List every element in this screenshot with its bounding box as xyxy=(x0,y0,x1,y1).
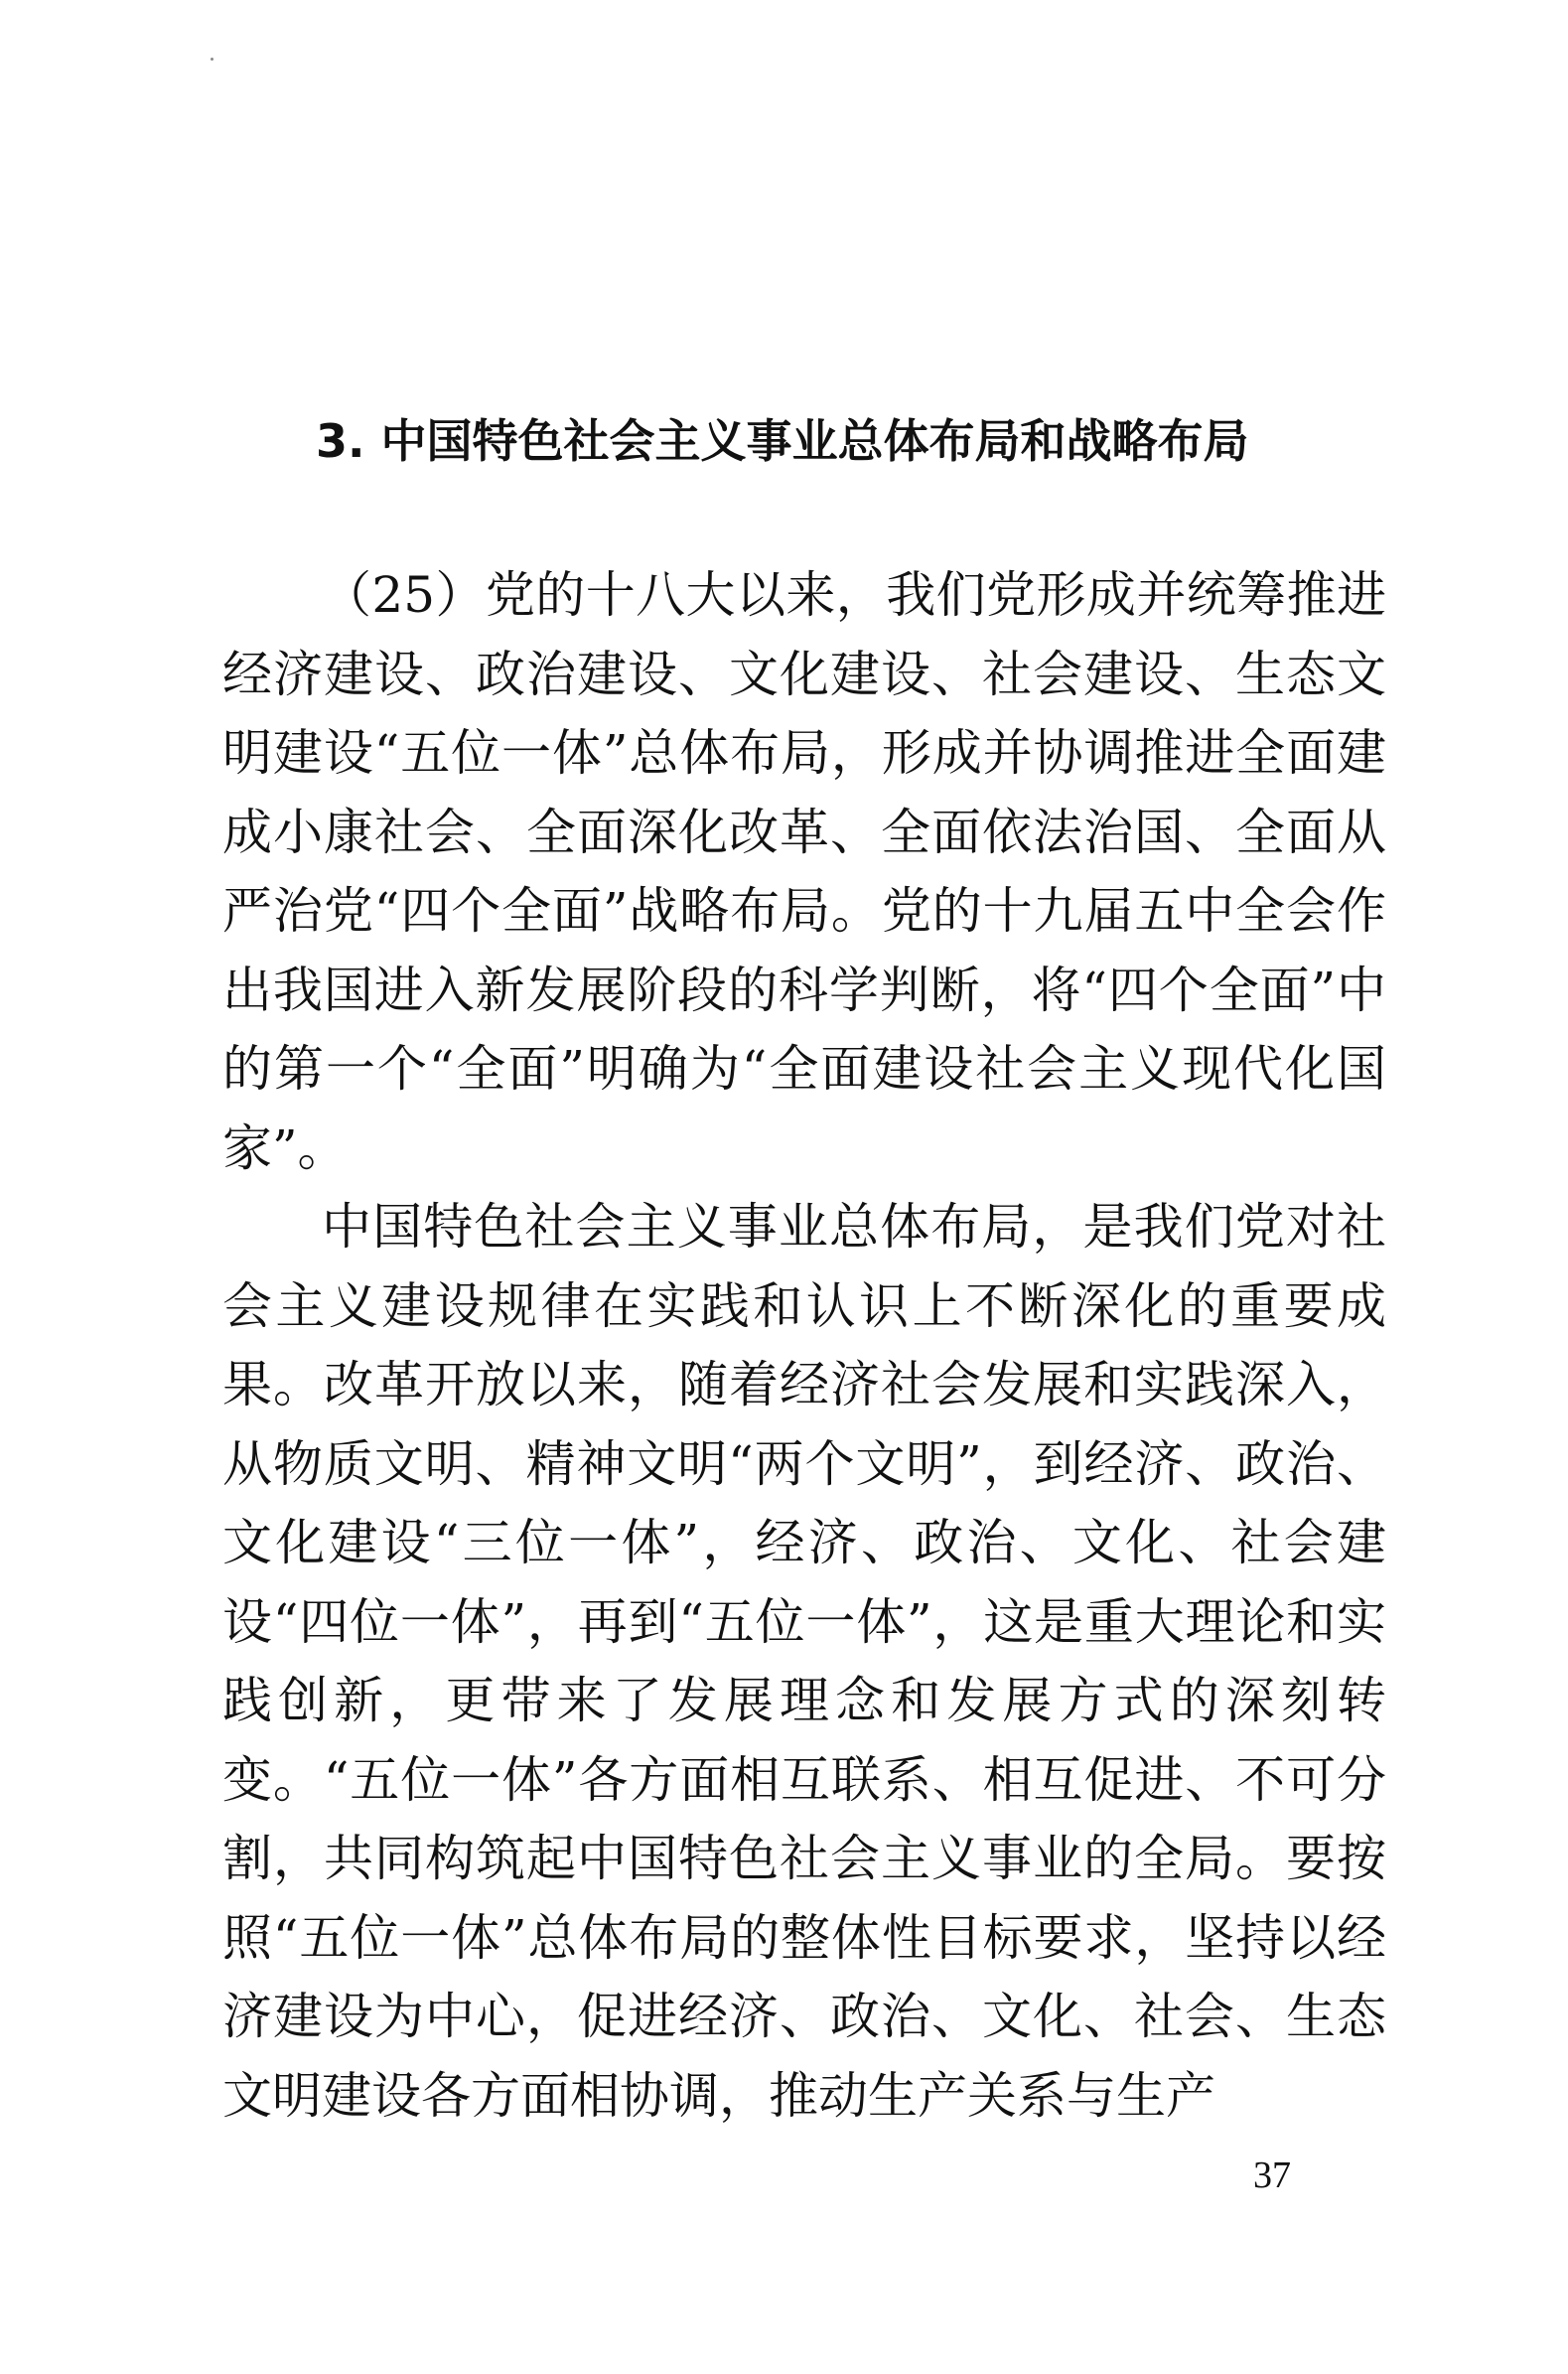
page-number: 37 xyxy=(1253,2154,1291,2196)
paragraph-1: （25）党的十八大以来，我们党形成并统筹推进经济建设、政治建设、文化建设、社会建设、生态文明建设“五位一体”总体布局，形成并协调推进全面建成小康社会、全面深化改革、全面依法治国、全面从严治党“四个全面”战略布局。党的十九届五中全会作出我国进入新发展阶段的科学判断，将“四个全面”中的第一个“全面”明确为“全面建设社会主义现代化国家”。 xyxy=(222,566,1386,1177)
scan-speck xyxy=(211,58,214,61)
section-heading: 3. 中国特色社会主义事业总体布局和战略布局 xyxy=(316,414,1249,468)
body-text xyxy=(222,556,1386,2136)
paragraph-2: 中国特色社会主义事业总体布局，是我们党对社会主义建设规律在实践和认识上不断深化的重要成果。改革开放以来，随着经济社会发展和实践深入，从物质文明、精神文明“两个文明”，到经济、政治、文化建设“三位一体”，经济、政治、文化、社会建设“四位一体”，再到“五位一体”，这是重大理论和实践创新，更带来了发展理念和发展方式的深刻转变。“五位一体”各方面相互联系、相互促进、不可分割，共同构筑起中国特色社会主义事业的全局。要按照“五位一体”总体布局的整体性目标要求，坚持以经济建设为中心，促进经济、政治、文化、社会、生态文明建设各方面相协调，推动生产关系与生产 xyxy=(222,1198,1386,2125)
